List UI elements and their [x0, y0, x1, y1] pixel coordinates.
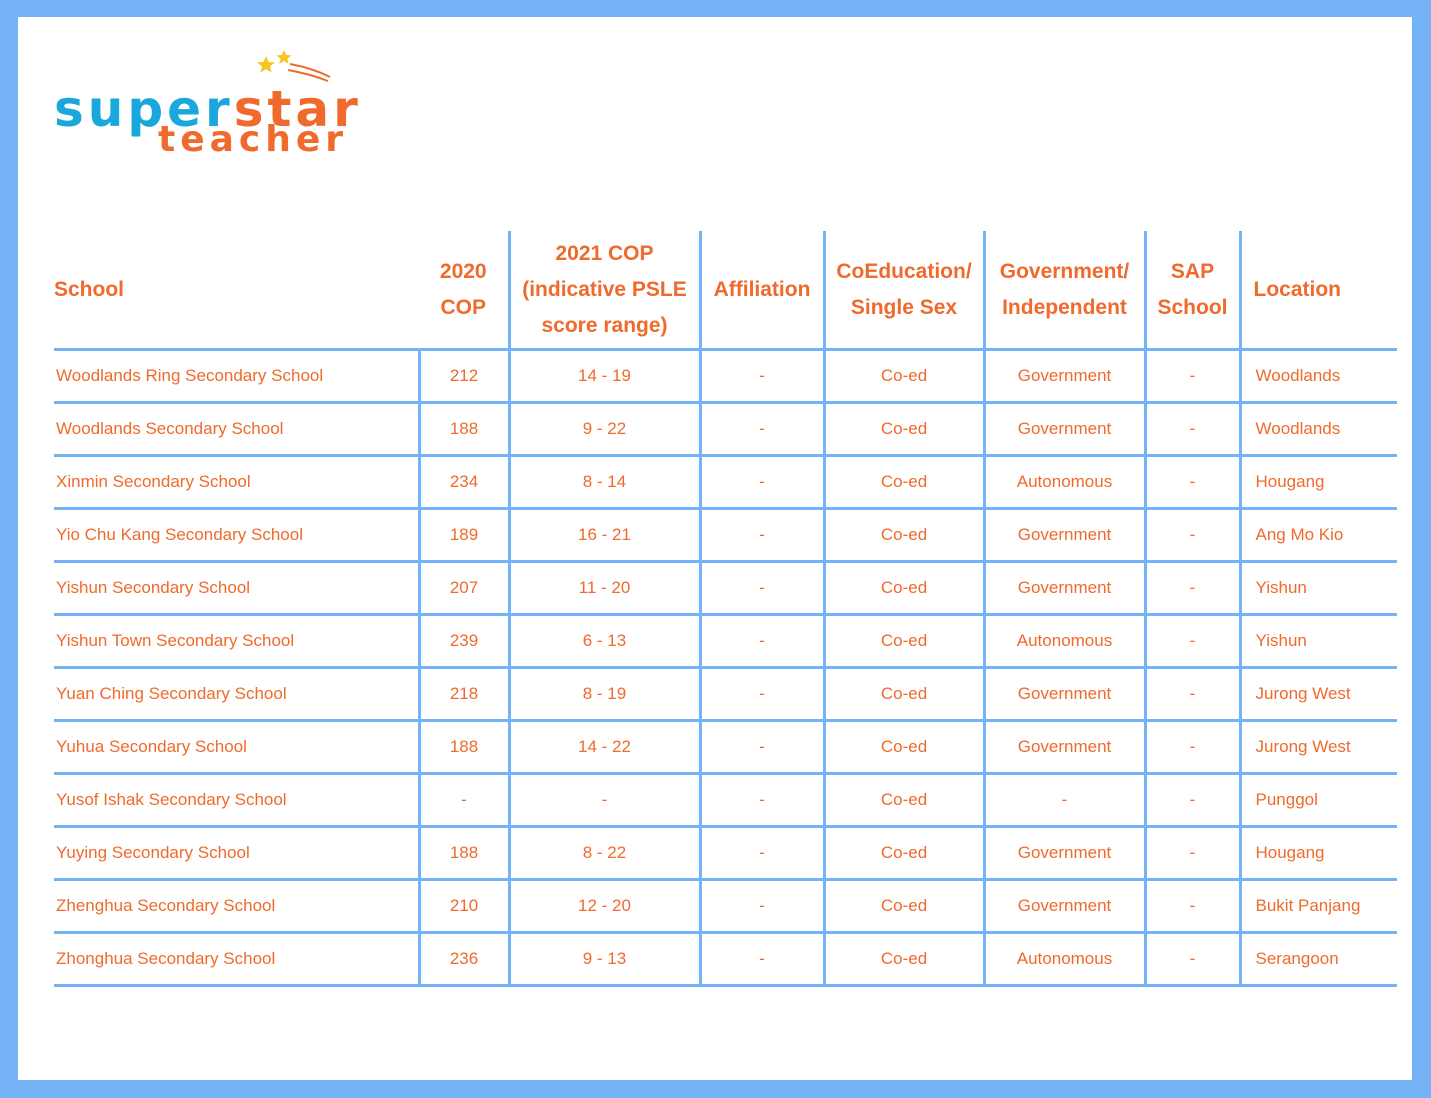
cell-sap-school: -: [1145, 880, 1240, 933]
table-row: [54, 350, 1397, 403]
cell-2020-cop: 188: [419, 721, 509, 774]
cell-government: Government: [984, 827, 1145, 880]
cell-government: -: [984, 774, 1145, 827]
header-coeducation: CoEducation/ Single Sex: [824, 231, 984, 350]
table-row: [54, 615, 1397, 668]
cell-affiliation: -: [700, 350, 824, 403]
cell-location: Jurong West: [1240, 721, 1397, 774]
cell-government: Government: [984, 668, 1145, 721]
table-row: [54, 509, 1397, 562]
table-row: [54, 933, 1397, 986]
cell-sap-school: -: [1145, 403, 1240, 456]
cell-coeducation: Co-ed: [824, 456, 984, 509]
cell-affiliation: -: [700, 774, 824, 827]
cell-school: Yuhua Secondary School: [54, 721, 419, 774]
table-row: [54, 562, 1397, 615]
cell-2020-cop: 188: [419, 827, 509, 880]
cell-sap-school: -: [1145, 933, 1240, 986]
cell-affiliation: -: [700, 880, 824, 933]
cell-coeducation: Co-ed: [824, 668, 984, 721]
header-affiliation: Affiliation: [700, 231, 824, 350]
cell-2020-cop: 218: [419, 668, 509, 721]
table-row: [54, 721, 1397, 774]
cell-2020-cop: 236: [419, 933, 509, 986]
table-row: [54, 827, 1397, 880]
cell-school: Xinmin Secondary School: [54, 456, 419, 509]
cell-sap-school: -: [1145, 350, 1240, 403]
cell-government: Government: [984, 880, 1145, 933]
cell-government: Government: [984, 350, 1145, 403]
cell-affiliation: -: [700, 456, 824, 509]
cell-affiliation: -: [700, 403, 824, 456]
cell-2021-cop: 8 - 14: [509, 456, 700, 509]
cell-affiliation: -: [700, 827, 824, 880]
cell-school: Yuan Ching Secondary School: [54, 668, 419, 721]
cell-2020-cop: -: [419, 774, 509, 827]
header-2021-cop: 2021 COP (indicative PSLE score range): [509, 231, 700, 350]
cell-school: Yio Chu Kang Secondary School: [54, 509, 419, 562]
cell-sap-school: -: [1145, 721, 1240, 774]
cell-location: Serangoon: [1240, 933, 1397, 986]
cell-coeducation: Co-ed: [824, 933, 984, 986]
table-row: [54, 668, 1397, 721]
cell-location: Bukit Panjang: [1240, 880, 1397, 933]
cell-location: Punggol: [1240, 774, 1397, 827]
cell-government: Autonomous: [984, 456, 1145, 509]
cell-2021-cop: 9 - 13: [509, 933, 700, 986]
table-row: [54, 880, 1397, 933]
cell-coeducation: Co-ed: [824, 721, 984, 774]
cell-sap-school: -: [1145, 509, 1240, 562]
cell-2020-cop: 239: [419, 615, 509, 668]
cell-coeducation: Co-ed: [824, 509, 984, 562]
cell-school: Woodlands Secondary School: [54, 403, 419, 456]
cell-affiliation: -: [700, 509, 824, 562]
header-government: Government/ Independent: [984, 231, 1145, 350]
cell-location: Woodlands: [1240, 350, 1397, 403]
cell-coeducation: Co-ed: [824, 403, 984, 456]
cell-2021-cop: 8 - 19: [509, 668, 700, 721]
cell-2021-cop: 12 - 20: [509, 880, 700, 933]
cell-sap-school: -: [1145, 615, 1240, 668]
page: [18, 17, 1412, 1080]
cell-coeducation: Co-ed: [824, 880, 984, 933]
cell-affiliation: -: [700, 615, 824, 668]
cell-government: Autonomous: [984, 933, 1145, 986]
cell-2021-cop: -: [509, 774, 700, 827]
table-header-row: [54, 231, 1397, 350]
cell-school: Yishun Secondary School: [54, 562, 419, 615]
cell-affiliation: -: [700, 562, 824, 615]
logo-star-text: star: [233, 80, 362, 138]
superstar-teacher-logo: [54, 50, 362, 170]
cell-affiliation: -: [700, 933, 824, 986]
cell-location: Woodlands: [1240, 403, 1397, 456]
cell-2021-cop: 14 - 19: [509, 350, 700, 403]
cell-government: Autonomous: [984, 615, 1145, 668]
cell-coeducation: Co-ed: [824, 350, 984, 403]
cell-coeducation: Co-ed: [824, 562, 984, 615]
cell-government: Government: [984, 562, 1145, 615]
cell-government: Government: [984, 721, 1145, 774]
cell-2021-cop: 6 - 13: [509, 615, 700, 668]
cell-government: Government: [984, 509, 1145, 562]
cell-school: Yusof Ishak Secondary School: [54, 774, 419, 827]
cell-location: Jurong West: [1240, 668, 1397, 721]
cell-sap-school: -: [1145, 774, 1240, 827]
cell-school: Zhonghua Secondary School: [54, 933, 419, 986]
cell-government: Government: [984, 403, 1145, 456]
cell-location: Yishun: [1240, 562, 1397, 615]
cell-school: Yishun Town Secondary School: [54, 615, 419, 668]
cell-2020-cop: 188: [419, 403, 509, 456]
table-row: [54, 456, 1397, 509]
table-row: [54, 403, 1397, 456]
logo-super-text: superstar: [54, 80, 362, 138]
cell-coeducation: Co-ed: [824, 774, 984, 827]
cell-coeducation: Co-ed: [824, 827, 984, 880]
cell-school: Woodlands Ring Secondary School: [54, 350, 419, 403]
cell-affiliation: -: [700, 668, 824, 721]
cell-2020-cop: 210: [419, 880, 509, 933]
cell-location: Yishun: [1240, 615, 1397, 668]
cell-location: Hougang: [1240, 827, 1397, 880]
cell-2020-cop: 189: [419, 509, 509, 562]
cell-sap-school: -: [1145, 562, 1240, 615]
cell-school: Yuying Secondary School: [54, 827, 419, 880]
logo-teacher-text: teacher: [158, 119, 349, 160]
header-location: Location: [1253, 277, 1341, 301]
cell-location: Hougang: [1240, 456, 1397, 509]
schools-table: [54, 231, 1397, 987]
cell-school: Zhenghua Secondary School: [54, 880, 419, 933]
cell-2021-cop: 16 - 21: [509, 509, 700, 562]
cell-affiliation: -: [700, 721, 824, 774]
cell-sap-school: -: [1145, 456, 1240, 509]
cell-coeducation: Co-ed: [824, 615, 984, 668]
cell-sap-school: -: [1145, 827, 1240, 880]
cell-location: Ang Mo Kio: [1240, 509, 1397, 562]
cell-2021-cop: 14 - 22: [509, 721, 700, 774]
cell-2021-cop: 8 - 22: [509, 827, 700, 880]
cell-2020-cop: 207: [419, 562, 509, 615]
cell-2021-cop: 9 - 22: [509, 403, 700, 456]
cell-2020-cop: 212: [419, 350, 509, 403]
table-row: [54, 774, 1397, 827]
cell-sap-school: -: [1145, 668, 1240, 721]
cell-2020-cop: 234: [419, 456, 509, 509]
header-2020-cop: 2020 COP: [419, 231, 509, 350]
header-school: School: [54, 277, 125, 301]
header-sap-school: SAP School: [1145, 231, 1240, 350]
cell-2021-cop: 11 - 20: [509, 562, 700, 615]
